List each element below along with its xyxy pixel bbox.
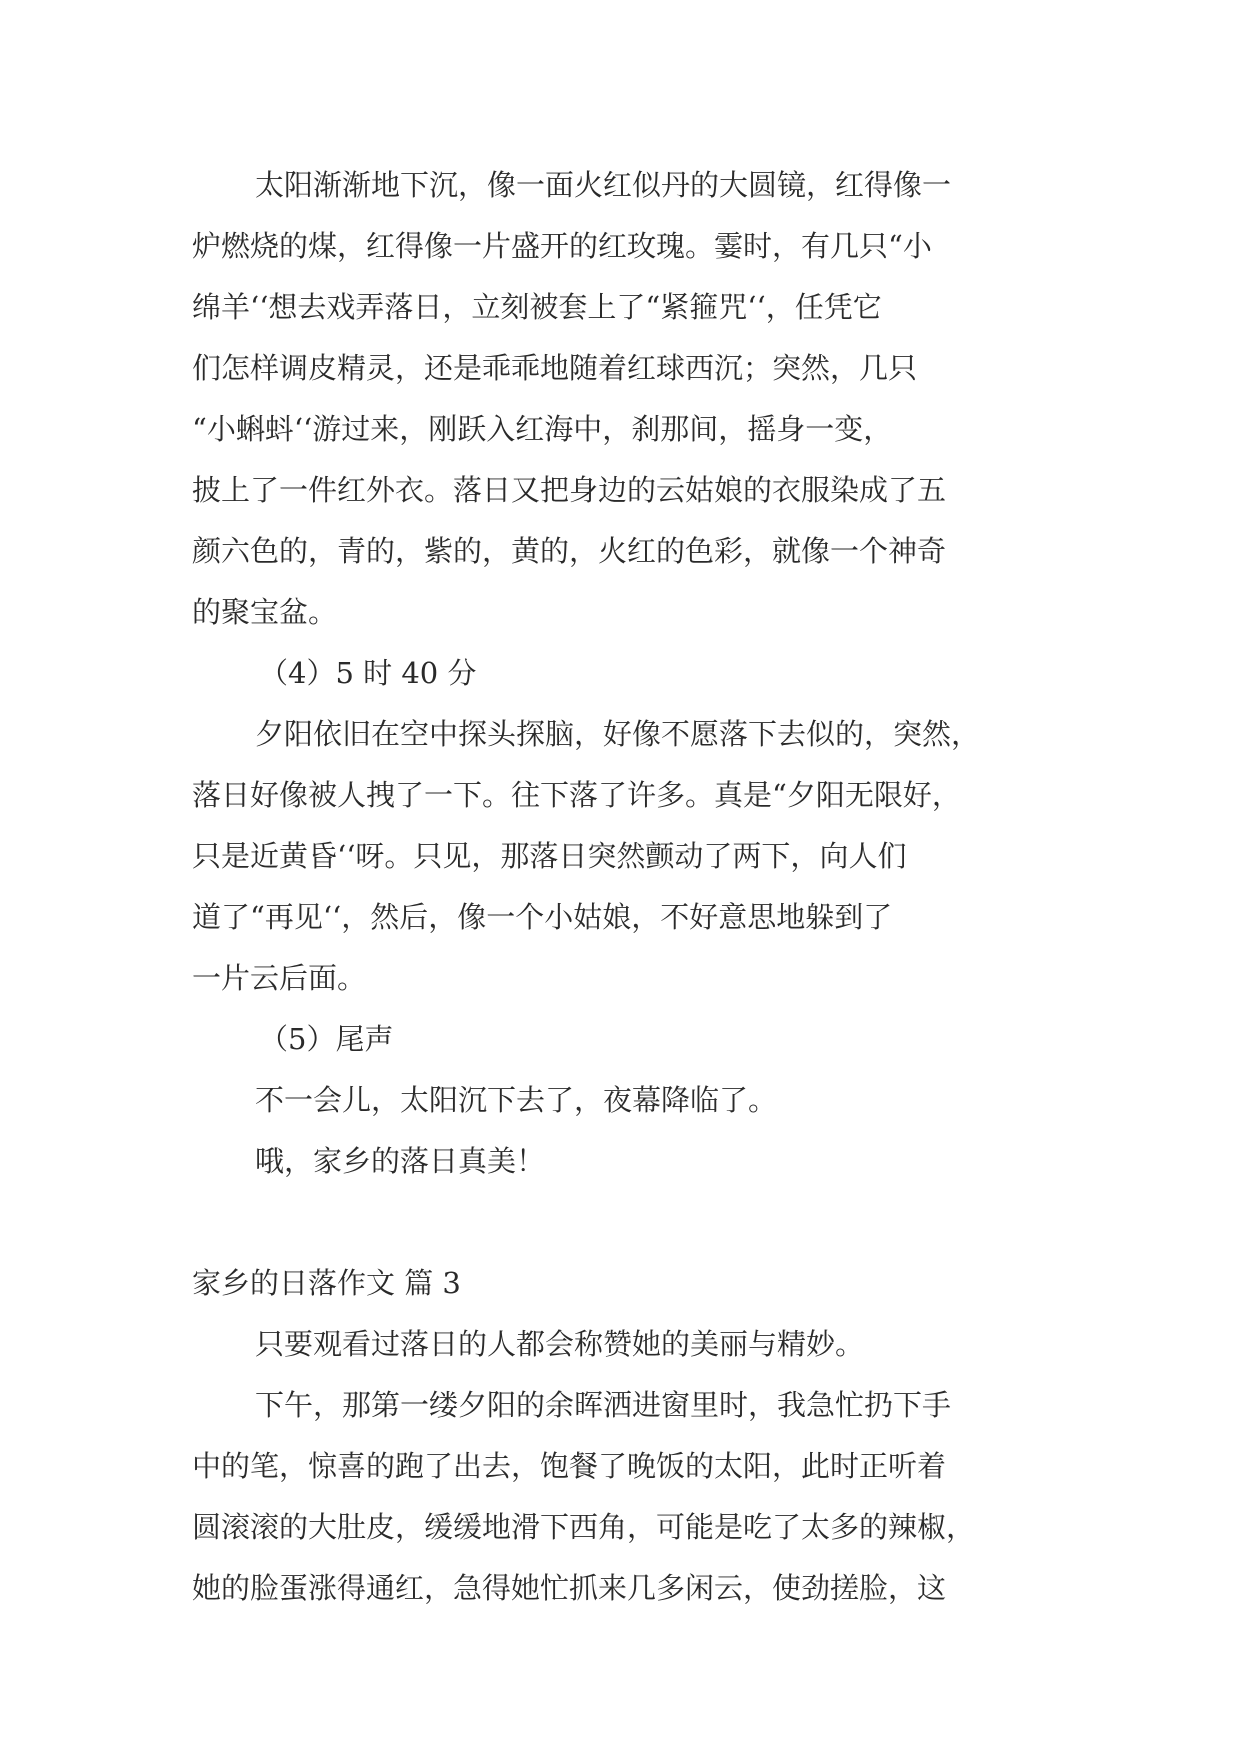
- paragraph-intro: 只要观看过落日的人都会称赞她的美丽与精妙。: [255, 1327, 865, 1361]
- paragraph-line: 们怎样调皮精灵，还是乖乖地随着红球西沉；突然，几只: [192, 351, 918, 385]
- subheading-time: （4）5 时 40 分: [259, 656, 477, 690]
- section-spacer: [192, 1192, 1052, 1253]
- document-body: [192, 155, 1052, 1619]
- paragraph-line: 只是近黄昏‘‘呀。只见，那落日突然颤动了两下，向人们: [192, 839, 907, 873]
- paragraph-line: “小蝌蚪‘‘游过来，刚跃入红海中，刹那间，摇身一变，: [192, 412, 893, 446]
- paragraph-line: 中的笔，惊喜的跑了出去，饱餐了晚饭的太阳，此时正听着: [192, 1449, 947, 1483]
- paragraph-line: 的聚宝盆。: [192, 595, 338, 629]
- paragraph-line: 圆滚滚的大肚皮，缓缓地滑下西角，可能是吃了太多的辣椒，: [192, 1510, 976, 1544]
- paragraph-line: 下午，那第一缕夕阳的余晖洒进窗里时，我急忙扔下手: [255, 1388, 952, 1422]
- paragraph-line: 绵羊‘‘想去戏弄落日，立刻被套上了“紧箍咒‘‘，任凭它: [192, 290, 882, 324]
- paragraph-line: 她的脸蛋涨得通红，急得她忙抓来几多闲云，使劲搓脸，这: [192, 1571, 947, 1605]
- paragraph-line: 披上了一件红外衣。落日又把身边的云姑娘的衣服染成了五: [192, 473, 947, 507]
- paragraph-exclaim: 哦，家乡的落日真美！: [255, 1144, 546, 1178]
- paragraph-line: 炉燃烧的煤，红得像一片盛开的红玫瑰。霎时，有几只“小: [192, 229, 932, 263]
- paragraph-line: 道了“再见‘‘，然后，像一个小姑娘，不好意思地躲到了: [192, 900, 893, 934]
- paragraph-line: 颜六色的，青的，紫的，黄的，火红的色彩，就像一个神奇: [192, 534, 947, 568]
- paragraph-line: 一片云后面。: [192, 961, 367, 995]
- subheading-epilogue: （5）尾声: [259, 1022, 394, 1056]
- paragraph-line: 落日好像被人拽了一下。往下落了许多。真是“夕阳无限好，: [192, 778, 961, 812]
- paragraph-night: 不一会儿，太阳沉下去了，夜幕降临了。: [255, 1083, 778, 1117]
- paragraph-line: 夕阳依旧在空中探头探脑，好像不愿落下去似的，突然，: [255, 717, 981, 751]
- section-title: 家乡的日落作文 篇 3: [192, 1266, 461, 1300]
- paragraph-line: 太阳渐渐地下沉，像一面火红似丹的大圆镜，红得像一: [255, 168, 952, 202]
